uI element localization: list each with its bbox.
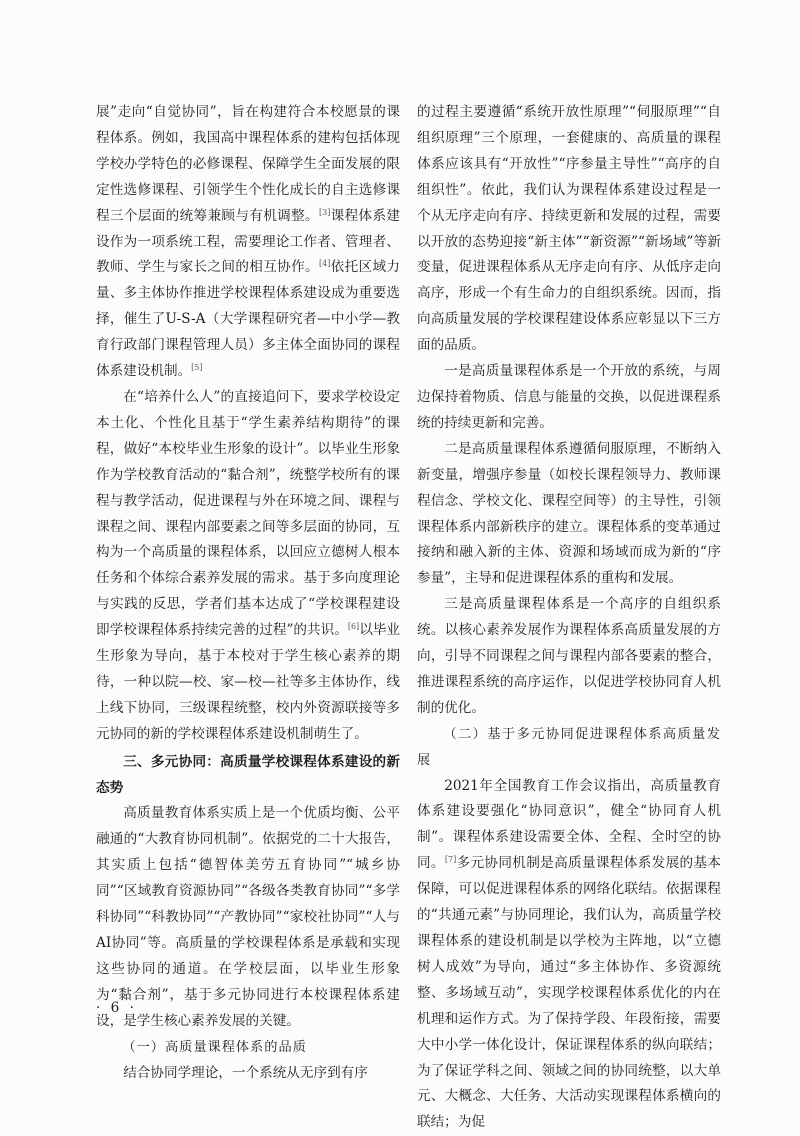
- section-heading: 三、多元协同：高质量学校课程体系建设的新态势: [96, 753, 400, 796]
- citation: [4]: [318, 259, 331, 269]
- paragraph: 结合协同学理论，一个系统从无序到有序: [123, 1064, 368, 1081]
- paragraph: 的过程主要遵循“系统开放性原理”“伺服原理”“自组织原理”三个原理，一套健康的、高质量的课程体系应该具有“开放性”“序参量主导性”“高序的自组织性”。依此，我们认为课程体系建设过程是一个从无序走向有序、持续更新和发展的过程，需要以开放的态势迎接“新主体”“新资源”“新场域”等新变量，促进课程体系从无序走向有序、从低序走向高序，形成一个有生命力的自组织系统。因而，指向高质量发展的学校课程建设体系应彰显以下三方面的品质。: [417, 104, 721, 354]
- paragraph: 高质量教育体系实质上是一个优质均衡、公平融通的“大教育协同机制”。依据党的二十大报告，其实质上包括“德智体美劳五育协同”“城乡协同”“区域教育资源协同”“各级各类教育协同”“多学科协同”“科教协同”“产教协同”“家校社协同”“人与AI协同”等。高质量的学校课程体系是承载和实现这些协同的通道。在学校层面，以毕业生形象为“黏合剂”，基于多元协同进行本校课程体系建设，是学生核心素养发展的关键。: [96, 805, 400, 1029]
- citation: [5]: [191, 363, 203, 373]
- paragraph: 展”走向“自觉协同”，旨在构建符合本校愿景的课程体系。例如，我国高中课程体系的建构包括体现学校办学特色的必修课程、保障学生全面发展的限定性选修课程、引领学生个性化成长的自主选修课程三个层面的统筹兼顾与有机调整。[3]课程体系建设作为一项系统工程，需要理论工作者、管理者、教师、学生与家长之间的相互协作。[4]依托区域力量、多主体协作推进学校课程体系建设成为重要选择，催生了U-S-A（大学课程研究者—中小学—教育行政部门课程管理人员）多主体全面协同的课程体系建设机制。[5]: [96, 104, 401, 380]
- page-number: · 6 ·: [96, 1000, 137, 1016]
- citation: [7]: [444, 855, 457, 865]
- paragraph: 2021年全国教育工作会议指出，高质量教育体系建设要强化“协同意识”，健全“协同育人机制”。课程体系建设需要全体、全程、全时空的协同。[7]多元协同机制是高质量课程体系发展的基本保障，可以促进课程体系的网络化联结。依据课程的“共通元素”与协同理论，我们认为，高质量学校课程体系的建设机制是以学校为主阵地，以“立德树人成效”为导向，通过“多主体协作、多资源统整、多场域互动”，实现学校课程体系优化的内在机理和运作方式。为了保持学段、年段衔接，需要大中小学一体化设计，保证课程体系的纵向联结；为了保证学科之间、领域之间的协同统整，以大单元、大概念、大任务、大活动实现课程体系横向的联结；为促: [417, 777, 722, 1131]
- citation: [3]: [318, 207, 331, 217]
- subsection-heading: （二）基于多元协同促进课程体系高质量发展: [417, 726, 721, 768]
- right-column: [417, 100, 721, 1136]
- paragraph: 一是高质量课程体系是一个开放的系统，与周边保持着物质、信息与能量的交换，以促进课程系统的持续更新和完善。: [417, 363, 721, 431]
- citation: [6]: [347, 622, 360, 632]
- subsection-heading: （一）高质量课程体系的品质: [122, 1039, 307, 1055]
- paragraph: 二是高质量课程体系遵循伺服原理，不断纳入新变量，增强序参量（如校长课程领导力、教师课程信念、学校文化、课程空间等）的主导性，引领课程体系内部新秩序的建立。课程体系的变革通过接纳和融入新的主体、资源和场域而成为新的“序参量”，主导和促进课程体系的重构和发展。: [417, 440, 721, 587]
- paragraph: 在“培养什么人”的直接追问下，要求学校设定本土化、个性化且基于“学生素养结构期待”的课程，做好“本校毕业生形象的设计”。以毕业生形象作为学校教育活动的“黏合剂”，统整学校所有的课程与教学活动，促进课程与外在环境之间、课程与课程之间、课程内部要素之间等多层面的协同，互构为一个高质量的课程体系，以回应立德树人根本任务和个体综合素养发展的需求。基于多向度理论与实践的反思，学者们基本达成了“学校课程建设即学校课程体系持续完善的过程”的共识。[6]以毕业生形象为导向，基于本校对于学生核心素养的期待，一种以院—校、家—校—社等多主体协作，线上线下协同，三级课程统整，校内外资源联接等多元协同的新的学校课程体系建设机制萌生了。: [96, 388, 401, 742]
- paragraph: 三是高质量课程体系是一个高序的自组织系统。以核心素养发展作为课程体系高质量发展的方向，引导不同课程之间与课程内部各要素的整合，推进课程系统的高序运作，以促进学校协同育人机制的优化。: [417, 596, 721, 716]
- left-column: [96, 100, 400, 1086]
